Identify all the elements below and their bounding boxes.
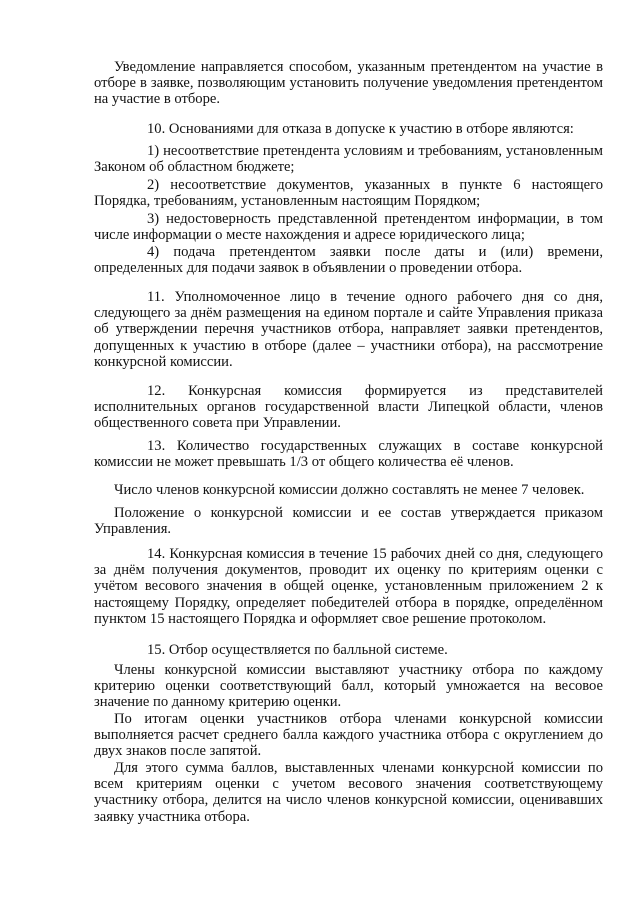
paragraph-commission-regulation: Положение о конкурсной комиссии и ее состав утверждается приказом Управления.	[94, 505, 603, 538]
paragraph-13: 13. Количество государственных служащих в составе конкурсной комиссии не может превышать 1/3 от общего количества её членов.	[94, 438, 603, 471]
list-item-4: 4) подача претендентом заявки после даты и (или) времени, определенных для подачи заявок в объявлении о проведении отбора.	[94, 244, 603, 277]
paragraph-scoring: Члены конкурсной комиссии выставляют участнику отбора по каждому критерию оценки соответствующий балл, который умножается на весовое значение по данному критерию оценки.	[94, 662, 603, 711]
paragraph-notification: Уведомление направляется способом, указанным претендентом на участие в отборе в заявке, позволяющим установить получение уведомления претендентом на участие в отборе.	[94, 59, 603, 108]
paragraph-14: 14. Конкурсная комиссия в течение 15 рабочих дней со дня, следующего за днём получения документов, проводит их оценку по критериям оценки с учётом весового значения в общей оценке, установленным приложением 2 к настоящему Порядку, определяет победителей отбора в порядке, определённом пунктом 15 настоящего Порядка и оформляет свое решение протоколом.	[94, 546, 603, 627]
paragraph-10: 10. Основаниями для отказа в допуске к участию в отборе являются:	[147, 121, 574, 137]
list-item-1: 1) несоответствие претендента условиям и требованиям, установленным Законом об областном бюджете;	[94, 143, 603, 176]
paragraph-members-count: Число членов конкурсной комиссии должно составлять не менее 7 человек.	[114, 482, 585, 498]
paragraph-11: 11. Уполномоченное лицо в течение одного рабочего дня со дня, следующего за днём размещения на едином портале и сайте Управления приказа об утверждении перечня участников отбора, направляет заявки претендентов, допущенных к участию в отборе (далее – участники отбора), на рассмотрение конкурсной комиссии.	[94, 289, 603, 370]
list-item-3: 3) недостоверность представленной претендентом информации, в том числе информации о месте нахождения и адресе юридического лица;	[94, 211, 603, 244]
paragraph-12: 12. Конкурсная комиссия формируется из представителей исполнительных органов государственной власти Липецкой области, членов общественного совета при Управлении.	[94, 383, 603, 432]
list-item-2: 2) несоответствие документов, указанных в пункте 6 настоящего Порядка, требованиям, установленным настоящим Порядком;	[94, 177, 603, 210]
paragraph-average-score: По итогам оценки участников отбора членами конкурсной комиссии выполняется расчет среднего балла каждого участника отбора с округлением до двух знаков после запятой.	[94, 711, 603, 760]
paragraph-score-calculation: Для этого сумма баллов, выставленных членами конкурсной комиссии по всем критериям оценки с учетом весового значения соответствующему участнику отбора, делится на число членов конкурсной комиссии, оценивавших заявку участника отбора.	[94, 760, 603, 825]
paragraph-15: 15. Отбор осуществляется по балльной системе.	[147, 642, 448, 658]
